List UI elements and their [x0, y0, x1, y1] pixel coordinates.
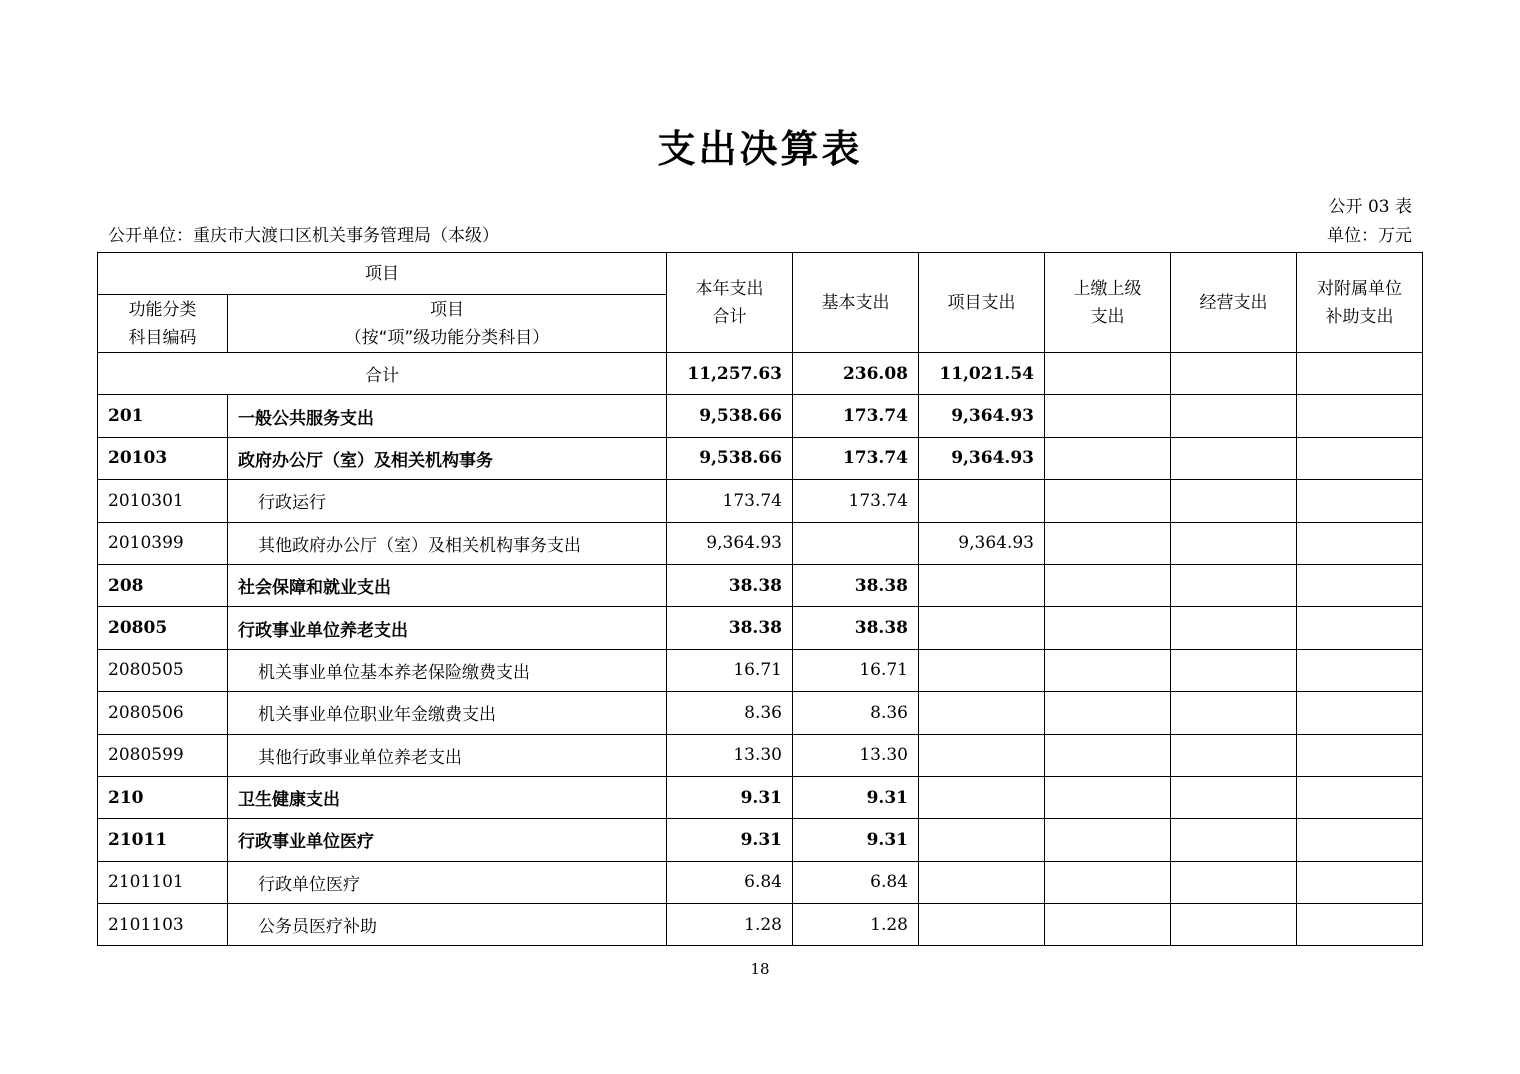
- row-total: 9.31: [667, 819, 793, 861]
- row-subsidy: [1297, 607, 1423, 649]
- row-basic: 1.28: [793, 904, 919, 946]
- row-project: [919, 734, 1045, 776]
- row-name-text: 公务员医疗补助: [258, 917, 377, 938]
- row-upper: [1045, 734, 1171, 776]
- row-upper: [1045, 819, 1171, 861]
- row-upper: [1045, 607, 1171, 649]
- row-name-text: 行政单位医疗: [258, 874, 360, 895]
- row-subsidy: [1297, 734, 1423, 776]
- row-code: 208: [98, 564, 228, 606]
- row-basic: 13.30: [793, 734, 919, 776]
- row-project: [919, 649, 1045, 691]
- header-business: 经营支出: [1171, 253, 1297, 353]
- table-row: [98, 776, 1423, 818]
- row-code: 2010399: [98, 522, 228, 564]
- row-basic: 173.74: [793, 437, 919, 479]
- row-name-text: 机关事业单位职业年金缴费支出: [258, 705, 496, 726]
- table-row: [98, 734, 1423, 776]
- row-name: [228, 776, 667, 818]
- total-business: [1171, 353, 1297, 395]
- table-row: [98, 395, 1423, 437]
- row-project: 9,364.93: [919, 395, 1045, 437]
- row-business: [1171, 649, 1297, 691]
- row-total: 8.36: [667, 692, 793, 734]
- header-project-expenditure: 项目支出: [919, 253, 1045, 353]
- table-row: [98, 607, 1423, 649]
- total-basic: 236.08: [793, 353, 919, 395]
- row-project: 9,364.93: [919, 522, 1045, 564]
- header-upper: 上缴上级 支出: [1045, 253, 1171, 353]
- form-number: 公开 03 表: [1328, 197, 1412, 217]
- header-name: 项目 （按“项”级功能分类科目）: [228, 295, 667, 353]
- row-upper: [1045, 522, 1171, 564]
- row-project: [919, 480, 1045, 522]
- row-subsidy: [1297, 649, 1423, 691]
- row-code: 2101101: [98, 861, 228, 903]
- row-project: [919, 776, 1045, 818]
- row-name-text: 行政运行: [258, 493, 326, 514]
- row-business: [1171, 861, 1297, 903]
- row-upper: [1045, 904, 1171, 946]
- page-number: 18: [750, 960, 770, 978]
- row-name-text: 政府办公厅（室）及相关机构事务: [238, 450, 493, 471]
- row-business: [1171, 522, 1297, 564]
- row-name-text: 社会保障和就业支出: [238, 578, 391, 599]
- row-code: 210: [98, 776, 228, 818]
- row-name: [228, 522, 667, 564]
- row-code: 2080506: [98, 692, 228, 734]
- row-subsidy: [1297, 904, 1423, 946]
- row-name: [228, 861, 667, 903]
- row-total: 9,538.66: [667, 395, 793, 437]
- row-project: 9,364.93: [919, 437, 1045, 479]
- row-total: 38.38: [667, 564, 793, 606]
- row-name: [228, 395, 667, 437]
- row-name: [228, 480, 667, 522]
- row-basic: 6.84: [793, 861, 919, 903]
- row-upper: [1045, 692, 1171, 734]
- row-business: [1171, 395, 1297, 437]
- row-business: [1171, 734, 1297, 776]
- row-total: 38.38: [667, 607, 793, 649]
- row-subsidy: [1297, 522, 1423, 564]
- row-business: [1171, 904, 1297, 946]
- row-total: 1.28: [667, 904, 793, 946]
- row-basic: 173.74: [793, 395, 919, 437]
- row-code: 2010301: [98, 480, 228, 522]
- row-name: [228, 437, 667, 479]
- row-total: 13.30: [667, 734, 793, 776]
- row-name: [228, 607, 667, 649]
- total-row: [98, 353, 1423, 395]
- row-subsidy: [1297, 692, 1423, 734]
- total-project: 11,021.54: [919, 353, 1045, 395]
- header-basic: 基本支出: [793, 253, 919, 353]
- row-code: 21011: [98, 819, 228, 861]
- row-upper: [1045, 437, 1171, 479]
- row-basic: 173.74: [793, 480, 919, 522]
- header-subsidy: 对附属单位 补助支出: [1297, 253, 1423, 353]
- row-project: [919, 607, 1045, 649]
- row-name-text: 卫生健康支出: [238, 790, 340, 811]
- reporting-unit: 公开单位：重庆市大渡口区机关事务管理局（本级）: [108, 226, 499, 246]
- table-row: [98, 861, 1423, 903]
- row-code: 2101103: [98, 904, 228, 946]
- row-subsidy: [1297, 861, 1423, 903]
- row-project: [919, 819, 1045, 861]
- table-row: [98, 819, 1423, 861]
- row-name: [228, 734, 667, 776]
- row-upper: [1045, 861, 1171, 903]
- row-basic: 8.36: [793, 692, 919, 734]
- row-code: 2080505: [98, 649, 228, 691]
- row-subsidy: [1297, 819, 1423, 861]
- row-basic: 9.31: [793, 776, 919, 818]
- row-business: [1171, 819, 1297, 861]
- header-project: 项目: [98, 253, 667, 295]
- row-name-text: 行政事业单位医疗: [238, 832, 374, 853]
- row-name-text: 其他行政事业单位养老支出: [258, 747, 462, 768]
- row-business: [1171, 607, 1297, 649]
- header-code: 功能分类 科目编码: [98, 295, 228, 353]
- row-basic: 9.31: [793, 819, 919, 861]
- row-project: [919, 692, 1045, 734]
- row-project: [919, 564, 1045, 606]
- table-row: [98, 904, 1423, 946]
- row-total: 16.71: [667, 649, 793, 691]
- total-amount: 11,257.63: [667, 353, 793, 395]
- row-project: [919, 904, 1045, 946]
- row-business: [1171, 564, 1297, 606]
- page-title: 支出决算表: [657, 127, 863, 171]
- row-basic: [793, 522, 919, 564]
- row-upper: [1045, 649, 1171, 691]
- row-basic: 38.38: [793, 564, 919, 606]
- header-total: 本年支出 合计: [667, 253, 793, 353]
- row-total: 9,364.93: [667, 522, 793, 564]
- row-business: [1171, 692, 1297, 734]
- row-name-text: 机关事业单位基本养老保险缴费支出: [258, 662, 530, 683]
- row-name: [228, 649, 667, 691]
- row-subsidy: [1297, 776, 1423, 818]
- expenditure-table: [97, 252, 1423, 946]
- row-upper: [1045, 480, 1171, 522]
- row-subsidy: [1297, 480, 1423, 522]
- row-upper: [1045, 776, 1171, 818]
- row-basic: 38.38: [793, 607, 919, 649]
- row-upper: [1045, 395, 1171, 437]
- table-row: [98, 649, 1423, 691]
- row-business: [1171, 776, 1297, 818]
- row-upper: [1045, 564, 1171, 606]
- row-business: [1171, 480, 1297, 522]
- row-total: 6.84: [667, 861, 793, 903]
- table-row: [98, 692, 1423, 734]
- table-row: [98, 564, 1423, 606]
- currency-unit: 单位：万元: [1327, 226, 1412, 246]
- row-code: 201: [98, 395, 228, 437]
- row-name: [228, 564, 667, 606]
- table-row: [98, 522, 1423, 564]
- row-subsidy: [1297, 395, 1423, 437]
- row-project: [919, 861, 1045, 903]
- total-label: 合计: [98, 353, 667, 395]
- row-name: [228, 904, 667, 946]
- row-code: 20103: [98, 437, 228, 479]
- row-name-text: 一般公共服务支出: [238, 408, 374, 429]
- row-basic: 16.71: [793, 649, 919, 691]
- row-name: [228, 692, 667, 734]
- row-subsidy: [1297, 437, 1423, 479]
- row-total: 173.74: [667, 480, 793, 522]
- row-business: [1171, 437, 1297, 479]
- row-name-text: 其他政府办公厅（室）及相关机构事务支出: [258, 535, 581, 556]
- table-row: [98, 437, 1423, 479]
- row-total: 9,538.66: [667, 437, 793, 479]
- total-upper: [1045, 353, 1171, 395]
- row-name: [228, 819, 667, 861]
- row-name-text: 行政事业单位养老支出: [238, 620, 408, 641]
- table-row: [98, 480, 1423, 522]
- row-code: 20805: [98, 607, 228, 649]
- total-subsidy: [1297, 353, 1423, 395]
- row-total: 9.31: [667, 776, 793, 818]
- row-subsidy: [1297, 564, 1423, 606]
- row-code: 2080599: [98, 734, 228, 776]
